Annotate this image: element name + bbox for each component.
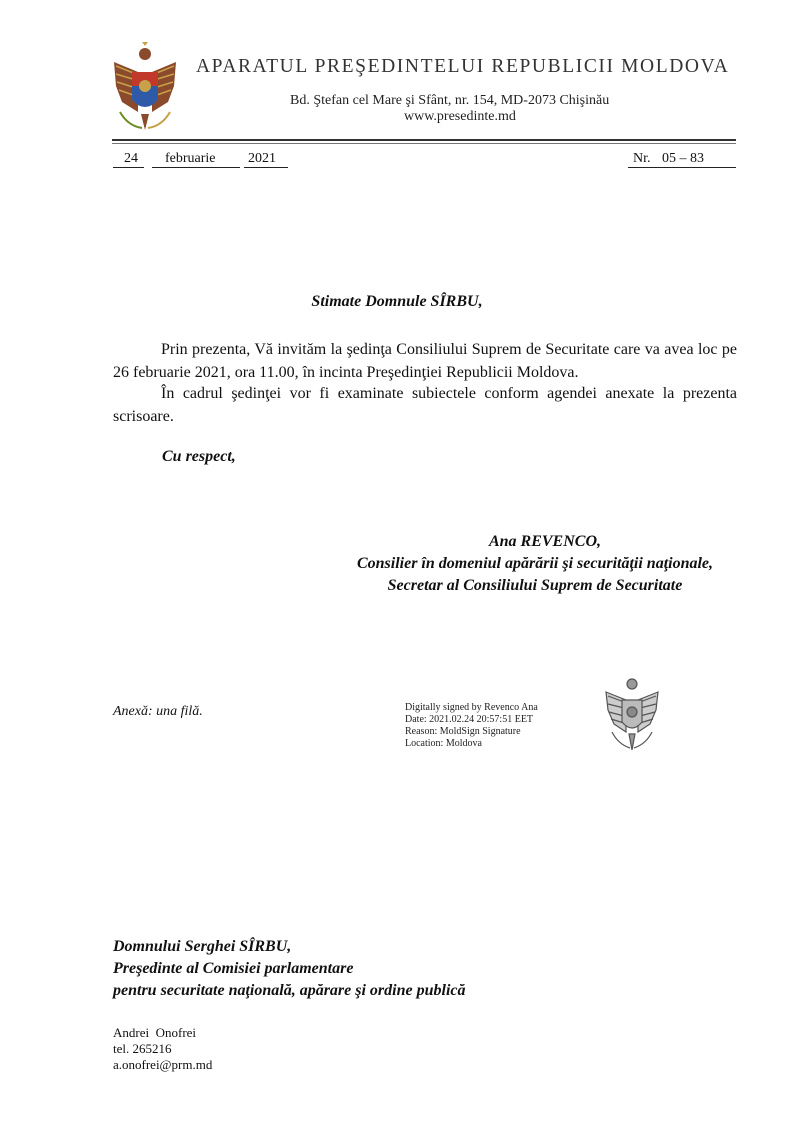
digital-signature-signer: Digitally signed by Revenco Ana [405,702,538,713]
doc-number: 05 – 83 [662,151,704,166]
header-divider [112,139,736,141]
contact-phone: tel. 265216 [113,1041,172,1056]
doc-year-underline [244,167,288,168]
recipient-title-2: pentru securitate naţională, apărare şi ordine publică [113,982,466,999]
signatory-block [300,531,770,597]
institution-address: Bd. Ştefan cel Mare şi Sfânt, nr. 154, MD-2073 Chişinău [290,93,610,108]
doc-day: 24 [124,151,138,166]
institution-name: APARATUL PREŞEDINTELUI REPUBLICII MOLDOVA [196,56,730,77]
doc-number-label: Nr. [633,151,651,166]
state-seal-icon [602,674,662,752]
contact-block [113,1025,212,1073]
contact-email[interactable]: a.onofrei@prm.md [113,1057,213,1072]
doc-day-underline [113,167,144,168]
letter-paragraph-2: În cadrul şedinţei vor fi examinate subiectele conform agendei anexate la prezenta scrisoare. [113,385,737,425]
signatory-title-2: Secretar al Consiliului Suprem de Securitate [387,577,683,594]
annex-note: Anexă: una filă. [113,704,203,719]
digital-signature [405,702,538,750]
recipient-name: Domnului Serghei SÎRBU, [113,938,292,955]
doc-number-underline [628,167,736,168]
contact-name: Andrei Onofrei [113,1025,197,1040]
recipient-block [113,936,465,1002]
doc-month: februarie [165,151,216,166]
recipient-title-1: Preşedinte al Comisiei parlamentare [113,960,354,977]
letter-paragraph-1: Prin prezenta, Vă invităm la şedinţa Consiliului Suprem de Securitate care va avea loc pe 26 februarie 2021, ora 11.00, în incinta Preşedinţiei Republicii Moldova. [113,341,737,381]
digital-signature-location: Location: Moldova [405,738,482,749]
digital-signature-reason: Reason: MoldSign Signature [405,726,521,737]
coat-of-arms-icon [108,42,182,134]
header-divider-thin [112,143,736,144]
doc-year: 2021 [248,151,276,166]
digital-signature-date: Date: 2021.02.24 20:57:51 EET [405,714,534,725]
letter-closing: Cu respect, [162,448,236,465]
signatory-name: Ana REVENCO, [488,533,602,550]
doc-month-underline [152,167,240,168]
institution-website[interactable]: www.presedinte.md [404,109,516,124]
letter-greeting: Stimate Domnule SÎRBU, [311,293,483,310]
signatory-title-1: Consilier în domeniul apărării şi securităţii naţionale, [356,555,714,572]
